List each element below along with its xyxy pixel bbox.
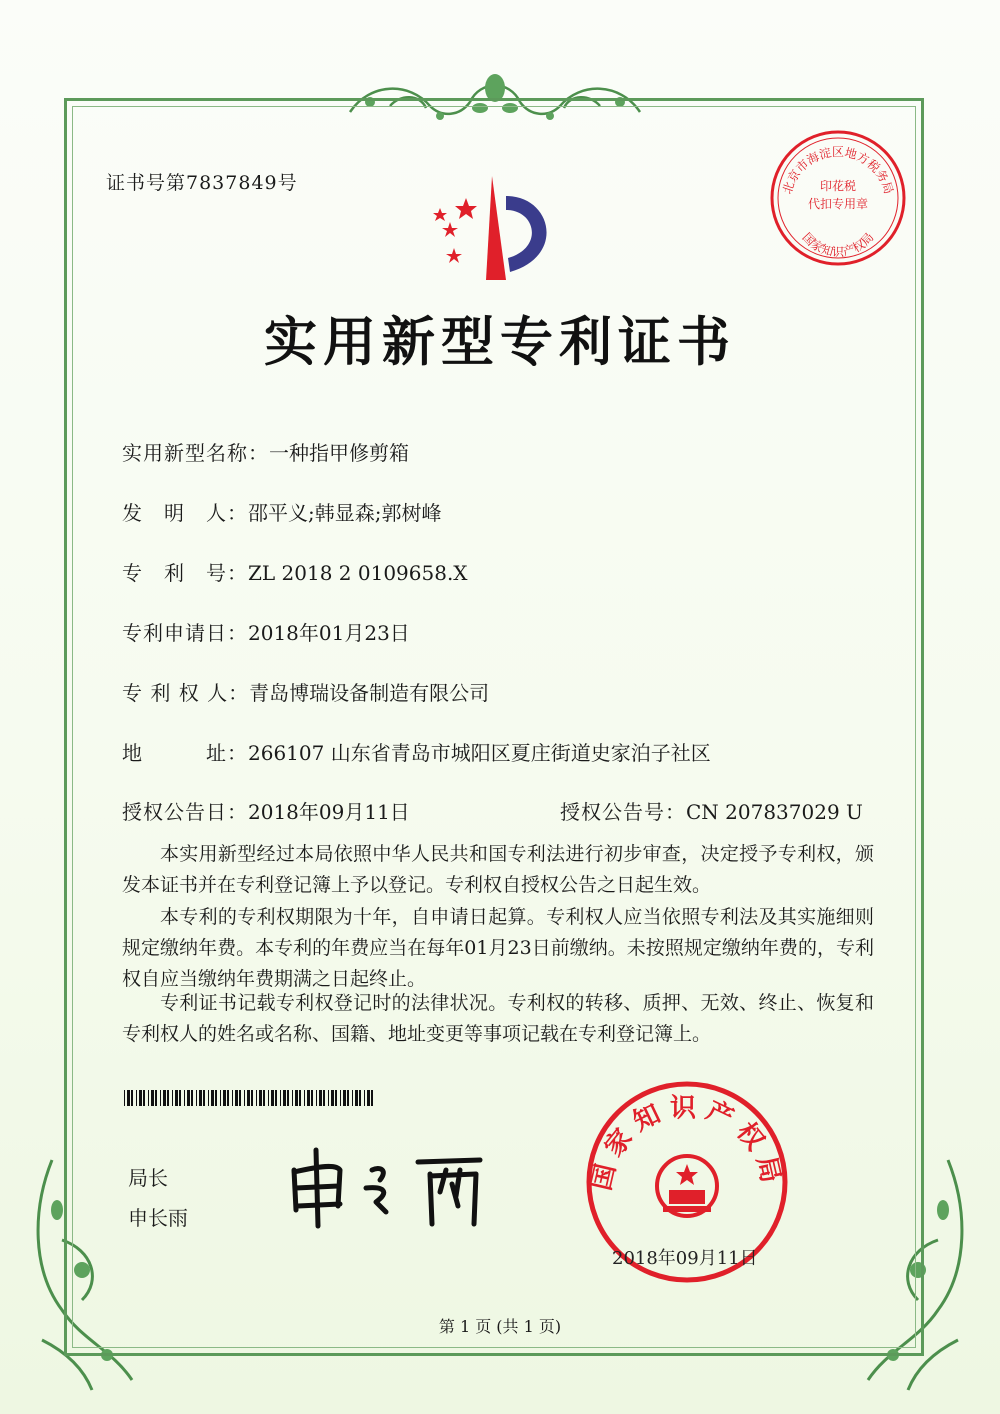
patent-number-label: 专 利 号：: [122, 561, 248, 585]
patentee-row: [122, 677, 489, 706]
patentee-label: 专 利 权 人：: [122, 681, 250, 705]
body-paragraph-3: 专利证书记载专利权登记时的法律状况。专利权的转移、质押、无效、终止、恢复和专利权人的姓名或名称、国籍、地址变更等事项记载在专利登记簿上。: [122, 992, 874, 1045]
office-seal-text: 国家知识产权局: [586, 1093, 788, 1194]
tax-seal-outer-text: 北京市海淀区地方税务局: [780, 145, 896, 196]
page-indicator: 第 1 页 (共 1 页): [438, 1317, 562, 1336]
grant-number-value: CN 207837029 U: [686, 800, 863, 824]
tax-stamp-seal: [764, 124, 912, 272]
patent-number-row: [122, 557, 468, 586]
filing-date-row: [122, 617, 410, 646]
grant-date-value: 2018年09月11日: [248, 800, 410, 824]
inventor-row: [122, 497, 441, 526]
address-label: 地 址：: [122, 741, 248, 765]
patentee-value: 青岛博瑞设备制造有限公司: [249, 681, 490, 705]
certificate-title: 实用新型专利证书: [264, 311, 736, 373]
certificate-number: 证书号第7837849号: [106, 172, 298, 194]
patent-number-value: ZL 2018 2 0109658.X: [248, 561, 468, 585]
signatory-title: 局长: [128, 1166, 168, 1190]
signatory-name: 申长雨: [128, 1206, 188, 1230]
handwritten-signature: [280, 1140, 500, 1230]
tax-seal-bottom-text: 国家知识产权局: [799, 230, 877, 259]
body-paragraph-2: 本专利的专利权期限为十年，自申请日起算。专利权人应当依照专利法及其实施细则规定缴纳年费。本专利的年费应当在每年01月23日前缴纳。未按照规定缴纳年费的，专利权自应当缴纳年费期满之日起终止。: [122, 906, 874, 990]
seal-date: 2018年09月11日: [612, 1248, 758, 1269]
grant-date-label: 授权公告日：: [122, 800, 248, 824]
address-row: [122, 737, 711, 766]
grant-date-row: [122, 796, 410, 825]
tax-seal-inner-line2: 代扣专用章: [807, 197, 869, 211]
barcode: [124, 1090, 380, 1106]
filing-date-value: 2018年01月23日: [248, 621, 410, 645]
address-value: 266107 山东省青岛市城阳区夏庄街道史家泊子社区: [248, 741, 711, 765]
inventor-value: 邵平义;韩显森;郭树峰: [248, 501, 442, 525]
utility-model-name-value: 一种指甲修剪箱: [269, 441, 409, 465]
inventor-label: 发 明 人：: [122, 501, 248, 525]
filing-date-label: 专利申请日：: [122, 621, 248, 645]
grant-number-label: 授权公告号：: [560, 800, 686, 824]
body-paragraph-1: 本实用新型经过本局依照中华人民共和国专利法进行初步审查，决定授予专利权，颁发本证书并在专利登记簿上予以登记。专利权自授权公告之日起生效。: [122, 843, 874, 896]
grant-number-row: [560, 796, 863, 825]
utility-model-name-label: 实用新型名称：: [122, 441, 269, 465]
tax-seal-inner-line1: 印花税: [819, 179, 857, 193]
svg-text:国家知识产权局: [800, 230, 877, 259]
patent-office-emblem: [414, 168, 574, 288]
utility-model-name-row: [122, 437, 409, 466]
